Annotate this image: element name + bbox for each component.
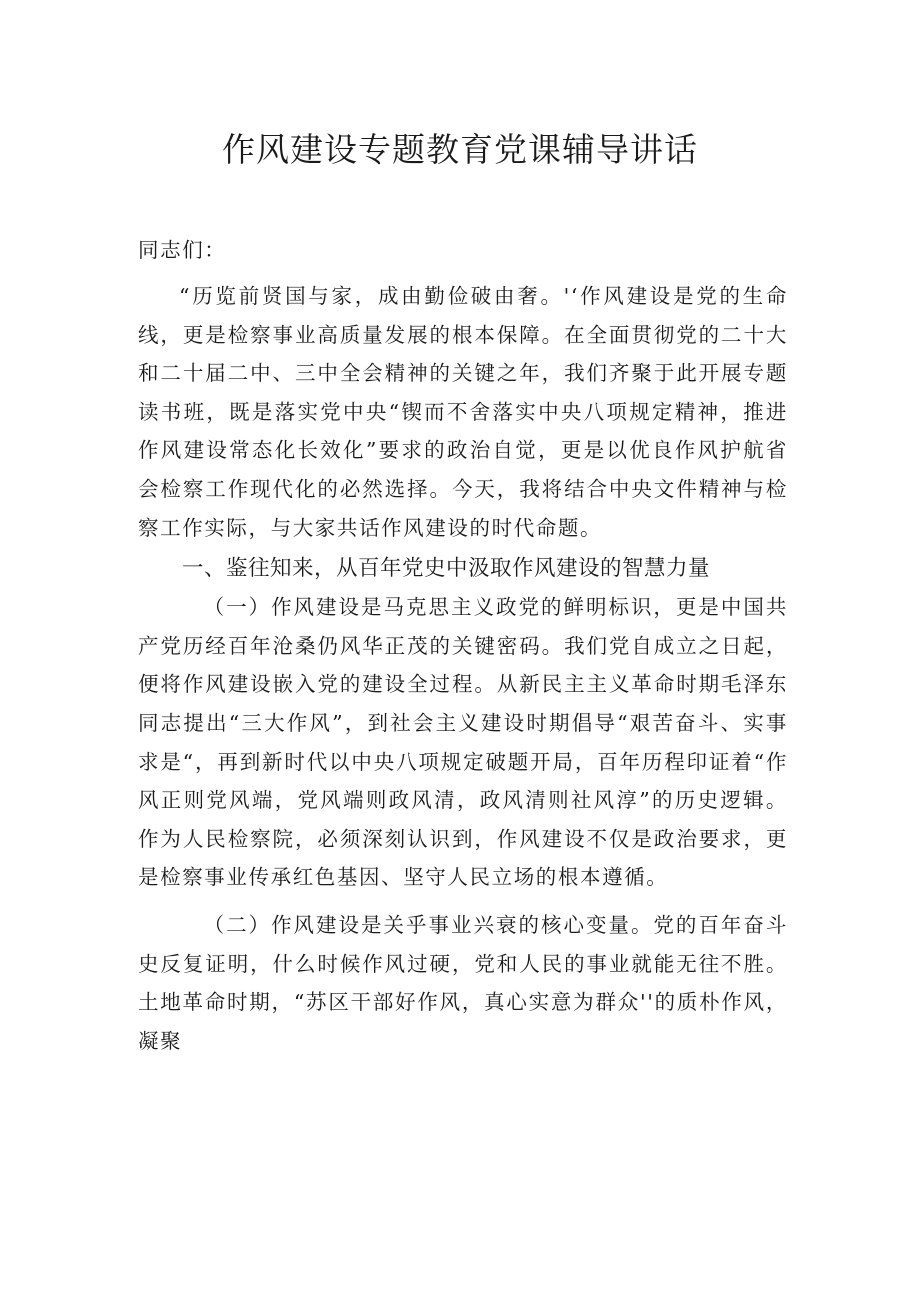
document-body	[138, 232, 788, 1060]
paragraph-intro: “历览前贤国与家，成由勤俭破由奢。'‘作风建设是党的生命线，更是检察事业高质量发展的根本保障。在全面贯彻党的二十大和二十届二中、三中全会精神的关键之年，我们齐聚于此开展专题读书班，既是落实党中央“锲而不舍落实中央八项规定精神，推进作风建设常态化长效化”要求的政治自觉，更是以优良作风护航省会检察工作现代化的必然选择。今天，我将结合中央文件精神与检察工作实际，与大家共话作风建设的时代命题。	[138, 284, 788, 540]
paragraph-section-1-2: （二）作风建设是关乎事业兴衰的核心变量。党的百年奋斗史反复证明，什么时候作风过硬，党和人民的事业就能无往不胜。土地革命时期，“苏区干部好作风，真心实意为群众''的质朴作风，凝聚	[138, 912, 788, 1053]
paragraph-section-1-1: （一）作风建设是马克思主义政党的鲜明标识，更是中国共产党历经百年沧桑仍风华正茂的关键密码。我们党自成立之日起，便将作风建设嵌入党的建设全过程。从新民主主义革命时期毛泽东同志提出“三大作风”，到社会主义建设时期倡导“艰苦奋斗、实事求是“，再到新时代以中央八项规定破题开局，百年历程印证着“作风正则党风端，党风端则政风清，政风清则社风淳”的历史逻辑。作为人民检察院，必须深刻认识到，作风建设不仅是政治要求，更是检察事业传承红色基因、坚守人民立场的根本遵循。	[138, 595, 788, 890]
document-title: 作风建设专题教育党课辅导讲话	[222, 130, 698, 169]
salutation: 同志们：	[138, 238, 227, 262]
section-heading-1: 一、鉴往知来，从百年党史中汲取作风建设的智慧力量	[182, 556, 711, 582]
